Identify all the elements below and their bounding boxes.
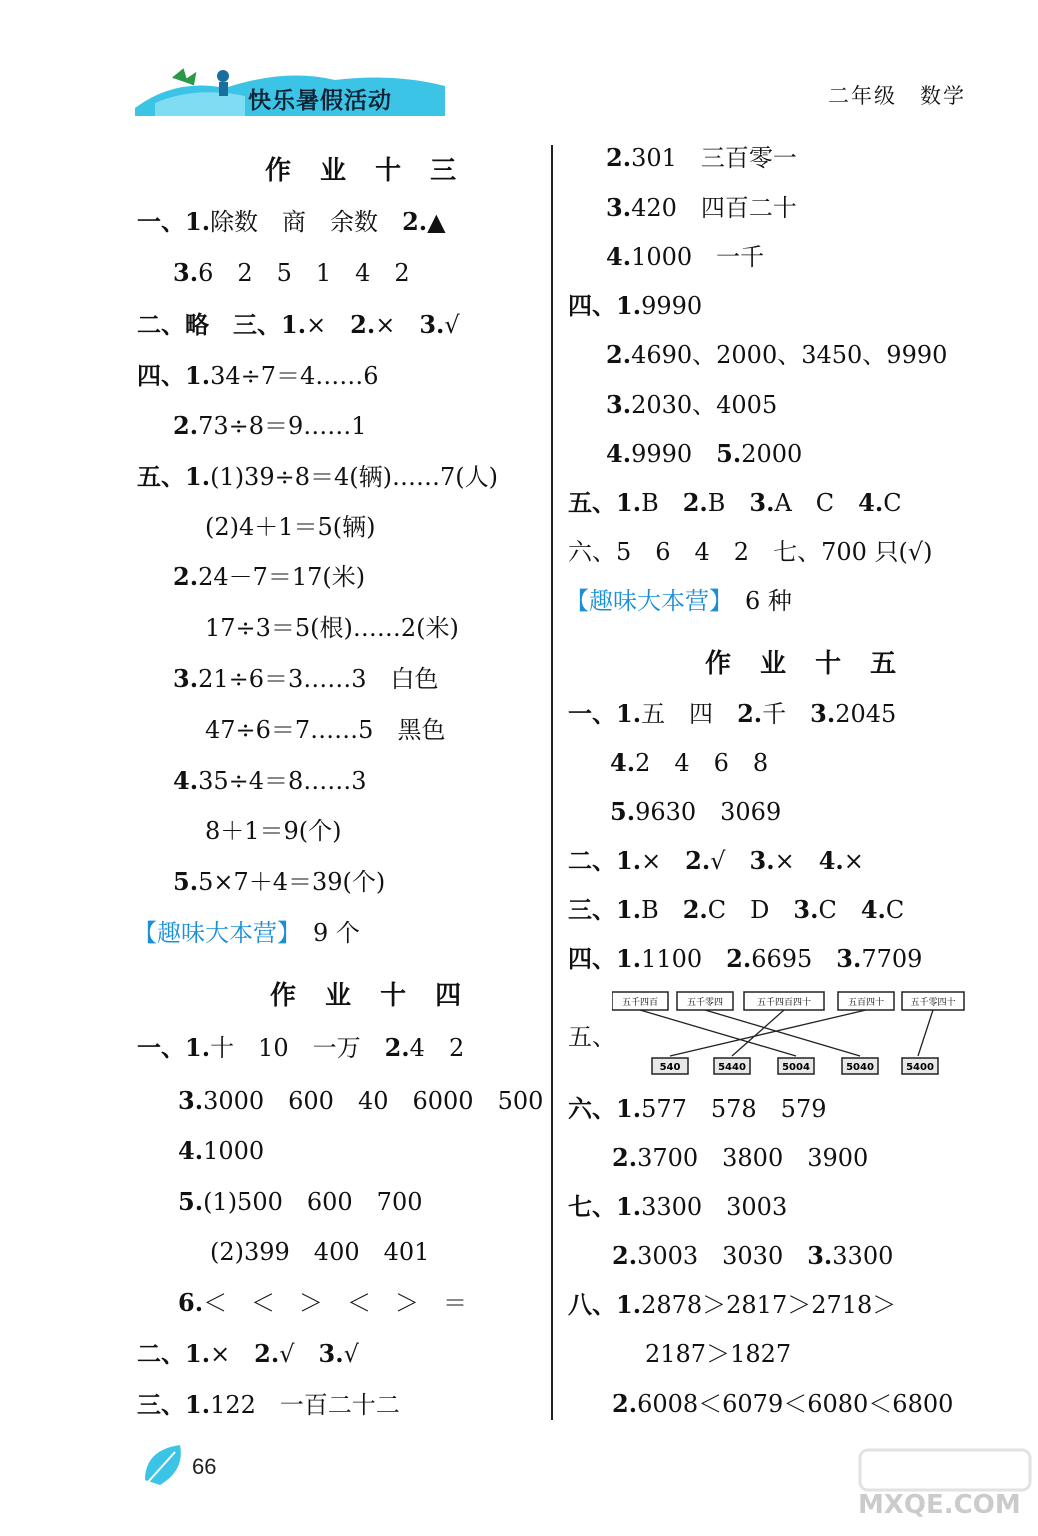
- answer-line: 6.＜ ＜ ＞ ＜ ＞ ＝: [178, 1288, 468, 1317]
- grade-subject-label: 二年级 数学: [828, 84, 966, 108]
- answer-line: 2.24－7＝17(米): [173, 562, 366, 591]
- banner-title: 快乐暑假活动: [248, 88, 392, 114]
- answer-line: 2.3700 3800 3900: [612, 1143, 869, 1172]
- fun-corner-tag: 【趣味大本营】: [565, 587, 721, 615]
- answer-line: 二、1.× 2.√ 3.× 4.×: [568, 846, 864, 875]
- answer-line: 47÷6＝7……5 黑色: [205, 716, 446, 744]
- answer-line: 3.420 四百二十: [606, 193, 797, 222]
- fun-corner-answer: 【趣味大本营】 9 个: [133, 919, 360, 947]
- section-title-15: 作 业 十 五: [705, 649, 907, 679]
- answer-line: 2187＞1827: [645, 1340, 792, 1368]
- answer-line: 二、略 三、1.× 2.× 3.√: [137, 310, 460, 339]
- page-number: 66: [192, 1454, 217, 1479]
- answer-line: (2)4＋1＝5(辆): [205, 513, 376, 541]
- answer-line: 17÷3＝5(根)……2(米): [205, 614, 459, 642]
- answer-line: 5.9630 3069: [610, 797, 782, 826]
- answer-line: 4.1000 一千: [606, 242, 765, 271]
- column-divider: [551, 145, 553, 1420]
- matching-diagram: [612, 990, 972, 1080]
- answer-line: 五、1.(1)39÷8＝4(辆)……7(人): [137, 462, 498, 491]
- diagram-top-label: 五千零四十: [910, 998, 956, 1008]
- answer-line: 2.301 三百零一: [606, 143, 797, 172]
- answer-line: 4.2 4 6 8: [610, 748, 769, 777]
- answer-line: 二、1.× 2.√ 3.√: [137, 1339, 359, 1368]
- leaf-icon: [140, 1440, 190, 1490]
- fun-corner-tag: 【趣味大本营】: [133, 919, 289, 947]
- diagram-top-label: 五千四百四十: [756, 998, 812, 1008]
- diagram-bottom-label: 5004: [782, 1062, 810, 1073]
- answer-line: 五、: [568, 1023, 616, 1051]
- answer-line: (2)399 400 401: [210, 1238, 430, 1266]
- answer-line: 3.3000 600 40 6000 500: [178, 1086, 544, 1115]
- section-title-13: 作 业 十 三: [265, 156, 467, 186]
- answer-line: 5.(1)500 600 700: [178, 1187, 423, 1216]
- diagram-top-label: 五千四百: [621, 998, 659, 1008]
- answer-line: 四、1.9990: [568, 291, 703, 320]
- answer-line: 3.2030、4005: [606, 390, 778, 419]
- answer-line: 四、1.1100 2.6695 3.7709: [568, 944, 923, 973]
- fun-corner-answer: 【趣味大本营】 6 种: [565, 587, 792, 615]
- answer-line: 一、1.五 四 2.千 3.2045: [568, 699, 897, 728]
- answer-line: 2.73÷8＝9……1: [173, 411, 367, 440]
- answer-line: 2.3003 3030 3.3300: [612, 1241, 894, 1270]
- diagram-top-label: 五百四十: [847, 998, 885, 1008]
- answer-line: 2.4690、2000、3450、9990: [606, 340, 948, 369]
- answer-line: 4.1000: [178, 1136, 265, 1165]
- answer-line: 5.5×7＋4＝39(个): [173, 867, 386, 896]
- answer-line: 三、1.122 一百二十二: [137, 1390, 400, 1419]
- section-title-14: 作 业 十 四: [270, 981, 472, 1011]
- diagram-bottom-label: 5040: [846, 1062, 874, 1073]
- answer-line: 七、1.3300 3003: [568, 1192, 788, 1221]
- answer-line: 五、1.B 2.B 3.A C 4.C: [568, 488, 902, 517]
- answer-line: 一、1.除数 商 余数 2.▲: [137, 207, 446, 236]
- watermark-logo: [855, 1445, 1035, 1495]
- diagram-bottom-label: 540: [659, 1062, 681, 1073]
- answer-line: 4.35÷4＝8……3: [173, 766, 367, 795]
- answer-line: 六、5 6 4 2 七、700 只(√): [568, 538, 933, 566]
- answer-line: 2.6008＜6079＜6080＜6800: [612, 1389, 954, 1418]
- diagram-top-label: 五千零四: [686, 998, 724, 1008]
- answer-line: 8＋1＝9(个): [205, 817, 342, 845]
- answer-line: 四、1.34÷7＝4……6: [137, 361, 379, 390]
- answer-line: 3.21÷6＝3……3 白色: [173, 664, 439, 693]
- answer-line: 六、1.577 578 579: [568, 1094, 827, 1123]
- answer-line: 八、1.2878＞2817＞2718＞: [568, 1290, 897, 1319]
- answer-line: 3.6 2 5 1 4 2: [173, 258, 410, 287]
- diagram-bottom-label: 5440: [718, 1062, 746, 1073]
- answer-line: 4.9990 5.2000: [606, 439, 803, 468]
- watermark-text: MXQE.COM: [858, 1490, 1021, 1520]
- answer-line: 三、1.B 2.C D 3.C 4.C: [568, 895, 905, 924]
- answer-line: 一、1.十 10 一万 2.4 2: [137, 1033, 465, 1062]
- diagram-bottom-label: 5400: [906, 1062, 934, 1073]
